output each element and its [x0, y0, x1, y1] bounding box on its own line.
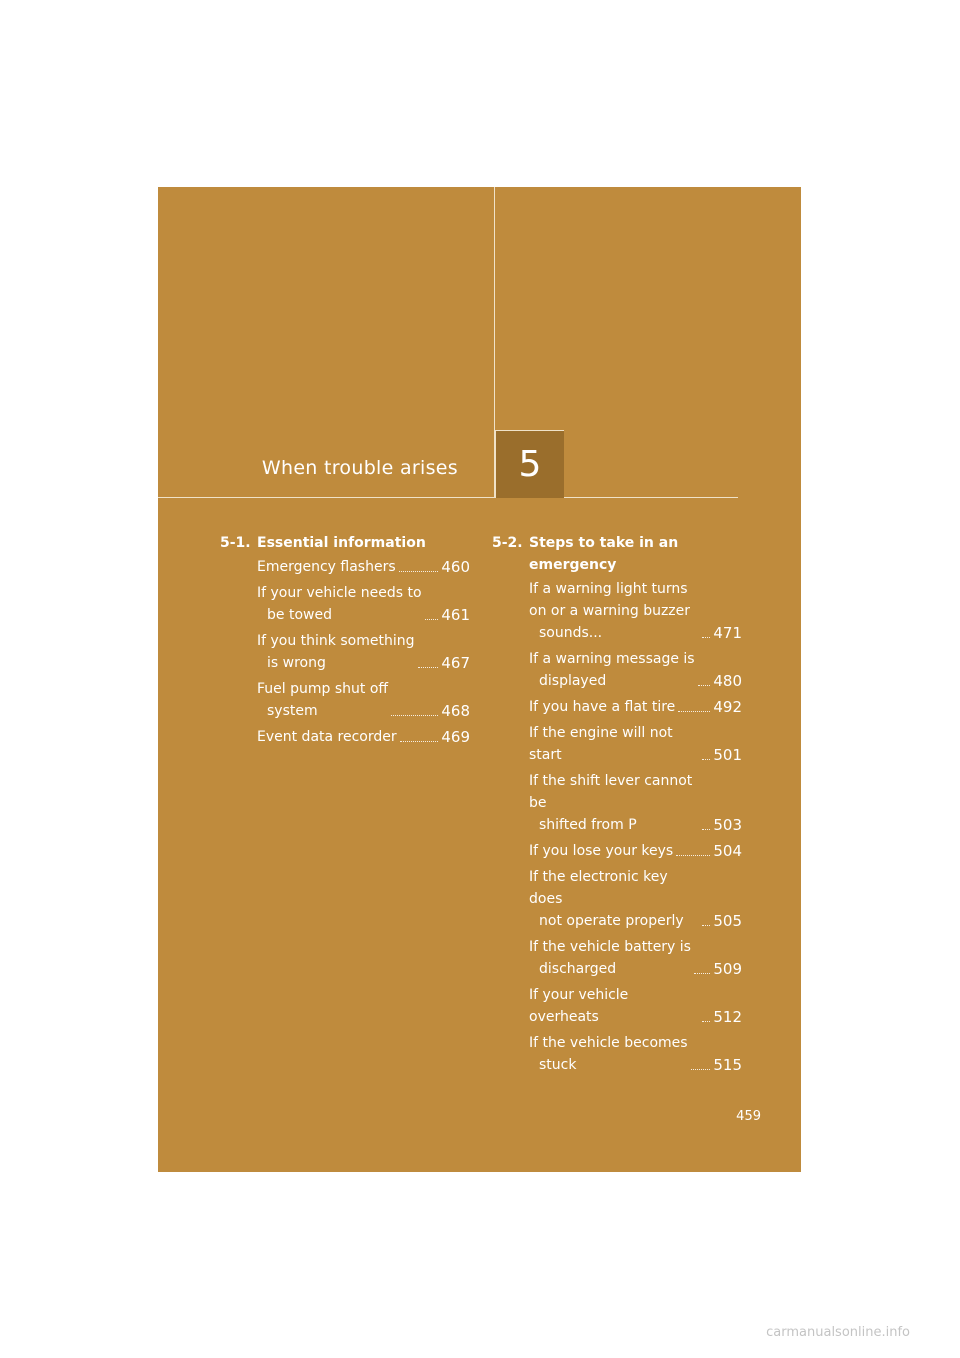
toc-entry-line1: If the vehicle becomes [529, 1035, 688, 1051]
dot-leader [400, 741, 439, 742]
dot-leader [391, 715, 438, 716]
section-heading [220, 532, 470, 554]
toc-entry[interactable] [257, 630, 470, 674]
toc-entry-title [529, 648, 695, 692]
toc-entry[interactable] [529, 696, 742, 718]
toc-entry-title [529, 840, 673, 862]
toc-entry-page: 515 [713, 1056, 742, 1074]
toc-entry[interactable] [257, 726, 470, 748]
toc-entry-title [529, 866, 699, 932]
toc-entry-title [257, 678, 388, 722]
toc-entry-line1: If a warning light turns on or a warning buzzer [529, 581, 691, 619]
dot-leader [702, 759, 710, 760]
toc-entry[interactable] [529, 722, 742, 766]
toc-entry-page: 501 [713, 746, 742, 764]
chapter-number: 5 [495, 430, 564, 498]
toc-entry[interactable] [529, 1032, 742, 1076]
toc-entry-title [529, 1032, 688, 1076]
dot-leader [702, 925, 710, 926]
toc-entry-page: 512 [713, 1008, 742, 1026]
toc-items [257, 556, 470, 748]
toc-entry-page: 469 [441, 728, 470, 746]
toc-entry-line2: discharged [539, 961, 617, 977]
toc-entry-page: 461 [441, 606, 470, 624]
toc-entry[interactable] [257, 582, 470, 626]
toc-entry-page: 460 [441, 558, 470, 576]
toc-entry-line1: If a warning message is [529, 651, 695, 667]
toc-entry[interactable] [529, 840, 742, 862]
toc-entry-title [529, 984, 699, 1028]
toc-entry-title [529, 770, 699, 836]
dot-leader [678, 711, 710, 712]
toc-entry-line2: displayed [539, 673, 607, 689]
toc-entry-title [257, 726, 397, 748]
dot-leader [425, 619, 439, 620]
toc-entry-page: 480 [713, 672, 742, 690]
divider-horizontal [158, 497, 738, 498]
toc-entry-line1: Event data recorder [257, 729, 397, 745]
toc-entry-line2: shifted from P [539, 817, 637, 833]
toc-entry-page: 467 [441, 654, 470, 672]
toc-entry-page: 492 [713, 698, 742, 716]
toc-entry-title [257, 582, 422, 626]
toc-entry[interactable] [529, 866, 742, 932]
toc-entry-title [257, 556, 396, 578]
toc-entry-title [529, 722, 699, 766]
toc-column-1 [220, 532, 470, 752]
toc-entry-line1: If the vehicle battery is [529, 939, 691, 955]
chapter-title: When trouble arises [261, 457, 458, 479]
toc-entry-title [529, 578, 699, 644]
toc-entry-page: 504 [713, 842, 742, 860]
toc-entry-page: 509 [713, 960, 742, 978]
toc-entry[interactable] [529, 936, 742, 980]
toc-entry-line2: system [267, 703, 318, 719]
toc-entry-title [257, 630, 415, 674]
dot-leader [399, 571, 439, 572]
dot-leader [418, 667, 439, 668]
toc-entry-title [529, 696, 675, 718]
toc-entry-line2: be towed [267, 607, 332, 623]
toc-entry-line1: If you have a flat tire [529, 699, 676, 715]
dot-leader [702, 637, 710, 638]
toc-entry-line1: If your vehicle needs to [257, 585, 422, 601]
toc-entry[interactable] [257, 556, 470, 578]
toc-entry[interactable] [529, 984, 742, 1028]
toc-entry-line2: is wrong [267, 655, 326, 671]
section-title: Steps to take in an emergency [529, 535, 679, 573]
toc-entry-line1: If you lose your keys [529, 843, 674, 859]
toc-entry[interactable] [529, 770, 742, 836]
section-number: 5-2. [492, 535, 523, 551]
section-number: 5-1. [220, 535, 251, 551]
dot-leader [698, 685, 711, 686]
toc-entry-page: 468 [441, 702, 470, 720]
toc-items [529, 578, 742, 1076]
toc-entry-page: 505 [713, 912, 742, 930]
watermark: carmanualsonline.info [766, 1325, 910, 1340]
dot-leader [702, 829, 710, 830]
dot-leader [691, 1069, 711, 1070]
toc-entry[interactable] [529, 648, 742, 692]
toc-entry-line1: Emergency flashers [257, 559, 396, 575]
toc-entry-line1: Fuel pump shut off [257, 681, 389, 697]
toc-entry-line1: If the shift lever cannot be [529, 773, 693, 811]
toc-entry[interactable] [529, 578, 742, 644]
chapter-panel [158, 187, 801, 1172]
toc-entry-line1: If the engine will not start [529, 725, 673, 763]
toc-entry-page: 503 [713, 816, 742, 834]
toc-entry-title [529, 936, 691, 980]
toc-entry-line2: sounds... [539, 625, 603, 641]
toc-entry-line2: not operate properly [539, 913, 684, 929]
dot-leader [702, 1021, 710, 1022]
toc-entry-line1: If you think something [257, 633, 415, 649]
dot-leader [694, 973, 710, 974]
toc-entry[interactable] [257, 678, 470, 722]
toc-entry-line2: stuck [539, 1057, 577, 1073]
toc-entry-line1: If your vehicle overheats [529, 987, 629, 1025]
page-number: 459 [736, 1109, 761, 1124]
toc-column-2 [492, 532, 742, 1080]
section-heading [492, 532, 742, 576]
toc-entry-line1: If the electronic key does [529, 869, 668, 907]
dot-leader [676, 855, 710, 856]
toc-entry-page: 471 [713, 624, 742, 642]
section-title: Essential information [257, 535, 426, 551]
